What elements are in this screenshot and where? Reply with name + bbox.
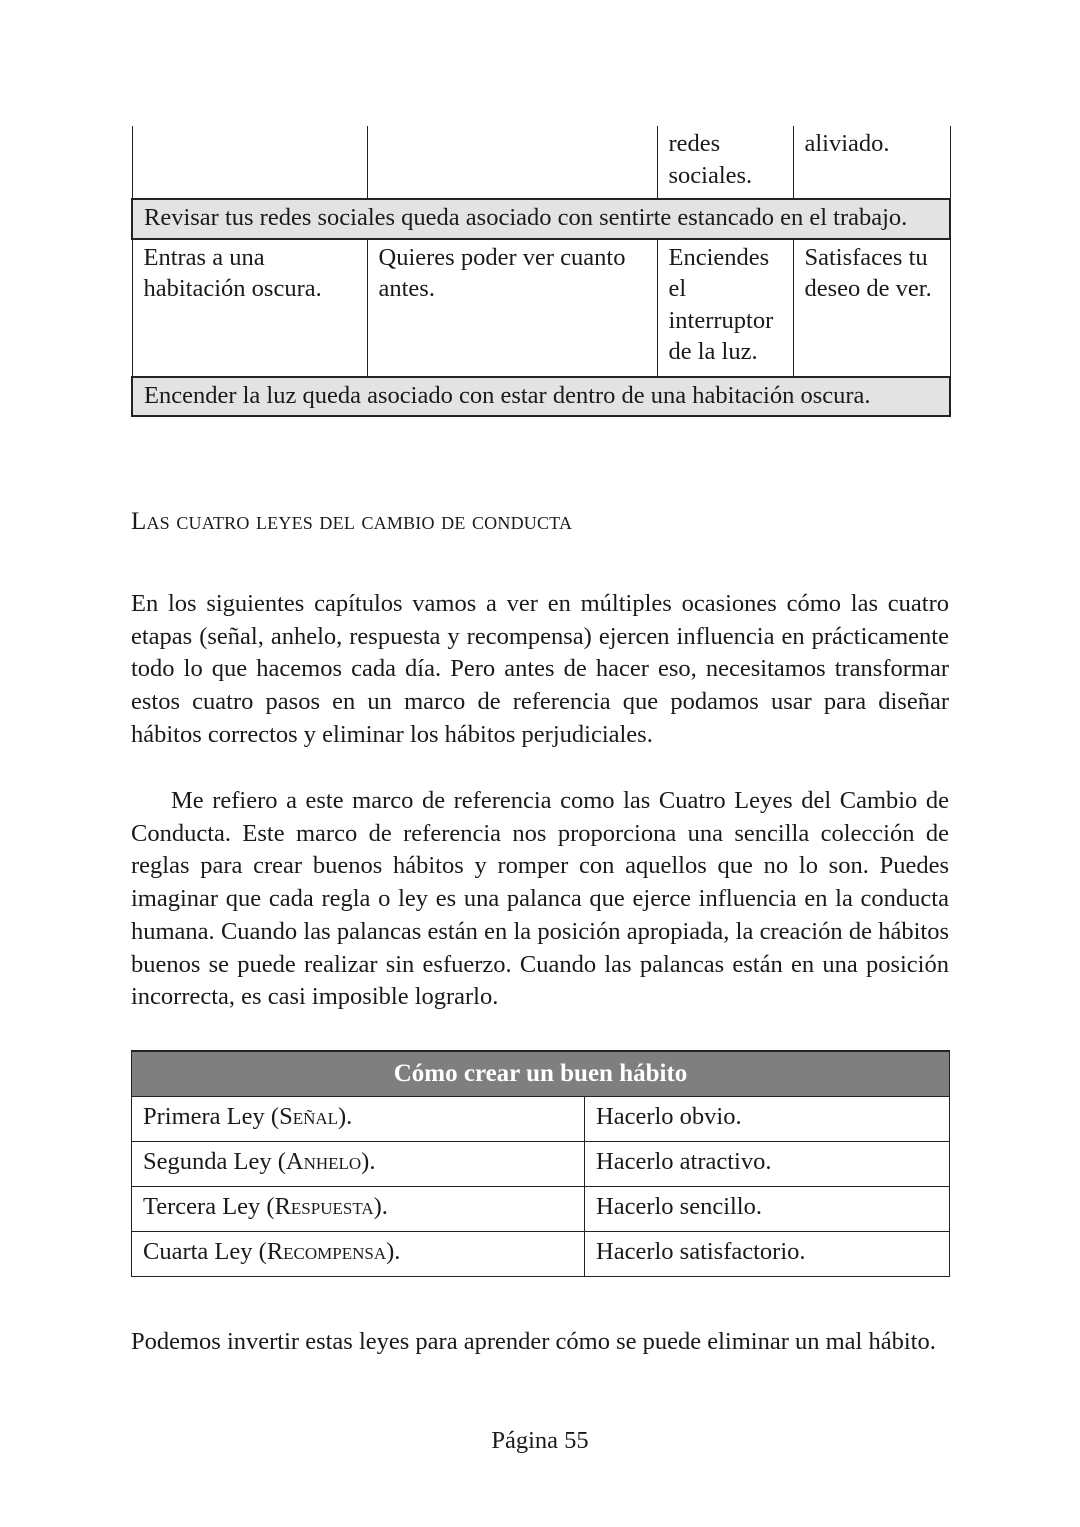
association-note: Revisar tus redes sociales queda asociado con sentirte estancado en el trabajo. bbox=[132, 199, 950, 239]
habit-examples-table bbox=[131, 126, 951, 417]
law-cell bbox=[132, 1232, 585, 1277]
table-cell: Entras a una habitación oscura. bbox=[132, 239, 367, 377]
law-keyword: Anhelo bbox=[285, 1148, 362, 1175]
table-row bbox=[132, 377, 950, 417]
law-keyword: Señal bbox=[279, 1103, 339, 1130]
table-row bbox=[132, 1097, 950, 1142]
law-prefix: Segunda Ley ( bbox=[143, 1148, 286, 1175]
page-number: Página 55 bbox=[491, 1427, 589, 1454]
table-title: Cómo crear un buen hábito bbox=[132, 1051, 950, 1097]
table-row bbox=[132, 239, 950, 377]
body-paragraph: Podemos invertir estas leyes para aprender cómo se puede eliminar un mal hábito. bbox=[131, 1328, 936, 1355]
law-keyword: Respuesta bbox=[274, 1193, 374, 1220]
law-cell bbox=[132, 1187, 585, 1232]
good-habit-laws-table bbox=[131, 1050, 950, 1277]
body-paragraph: Me refiero a este marco de referencia como las Cuatro Leyes del Cambio de Conducta. Este marco de referencia nos proporciona una sencilla colección de reglas para crear buenos hábitos y romper con aquellos que no lo son. Puedes imaginar que cada regla o ley es una palanca que ejerce influencia en la conducta humana. Cuando las palancas están en la posición apropiada, la creación de hábitos buenos se puede realizar sin esfuerzo. Cuando las palancas están en una posición incorrecta, es casi imposible lograrlo. bbox=[131, 787, 949, 1011]
law-prefix: Primera Ley ( bbox=[143, 1103, 280, 1130]
table-header-row bbox=[132, 1051, 950, 1097]
law-keyword: Recompensa bbox=[266, 1238, 387, 1265]
table-row bbox=[132, 199, 950, 239]
law-suffix: ). bbox=[386, 1238, 401, 1265]
action-cell: Hacerlo atractivo. bbox=[585, 1142, 950, 1187]
table-cell: aliviado. bbox=[793, 126, 950, 199]
table-row bbox=[132, 1187, 950, 1232]
table-cell bbox=[132, 126, 367, 199]
table-cell bbox=[367, 126, 657, 199]
action-cell: Hacerlo satisfactorio. bbox=[585, 1232, 950, 1277]
table-cell: Satisfaces tu deseo de ver. bbox=[793, 239, 950, 377]
action-cell: Hacerlo obvio. bbox=[585, 1097, 950, 1142]
association-note: Encender la luz queda asociado con estar dentro de una habitación oscura. bbox=[132, 377, 950, 417]
table-cell: Quieres poder ver cuanto antes. bbox=[367, 239, 657, 377]
table-row bbox=[132, 126, 950, 199]
law-suffix: ). bbox=[373, 1193, 388, 1220]
section-heading: Las cuatro leyes del cambio de conducta bbox=[131, 508, 573, 535]
table-cell: redes sociales. bbox=[657, 126, 793, 199]
law-suffix: ). bbox=[361, 1148, 376, 1175]
law-prefix: Cuarta Ley ( bbox=[143, 1238, 267, 1265]
law-cell bbox=[132, 1142, 585, 1187]
body-paragraph: En los siguientes capítulos vamos a ver en múltiples ocasiones cómo las cuatro etapas (señal, anhelo, respuesta y recompensa) ejercen influencia en prácticamente todo lo que hacemos cada día. Pero antes de hacer eso, necesitamos transformar estos cuatro pasos en un marco de referencia que podamos usar para diseñar hábitos correctos y eliminar los hábitos perjudiciales. bbox=[131, 590, 949, 748]
law-cell bbox=[132, 1097, 585, 1142]
action-cell: Hacerlo sencillo. bbox=[585, 1187, 950, 1232]
table-cell: Enciendes el interruptor de la luz. bbox=[657, 239, 793, 377]
table-row bbox=[132, 1232, 950, 1277]
table-row bbox=[132, 1142, 950, 1187]
law-suffix: ). bbox=[338, 1103, 353, 1130]
law-prefix: Tercera Ley ( bbox=[143, 1193, 275, 1220]
